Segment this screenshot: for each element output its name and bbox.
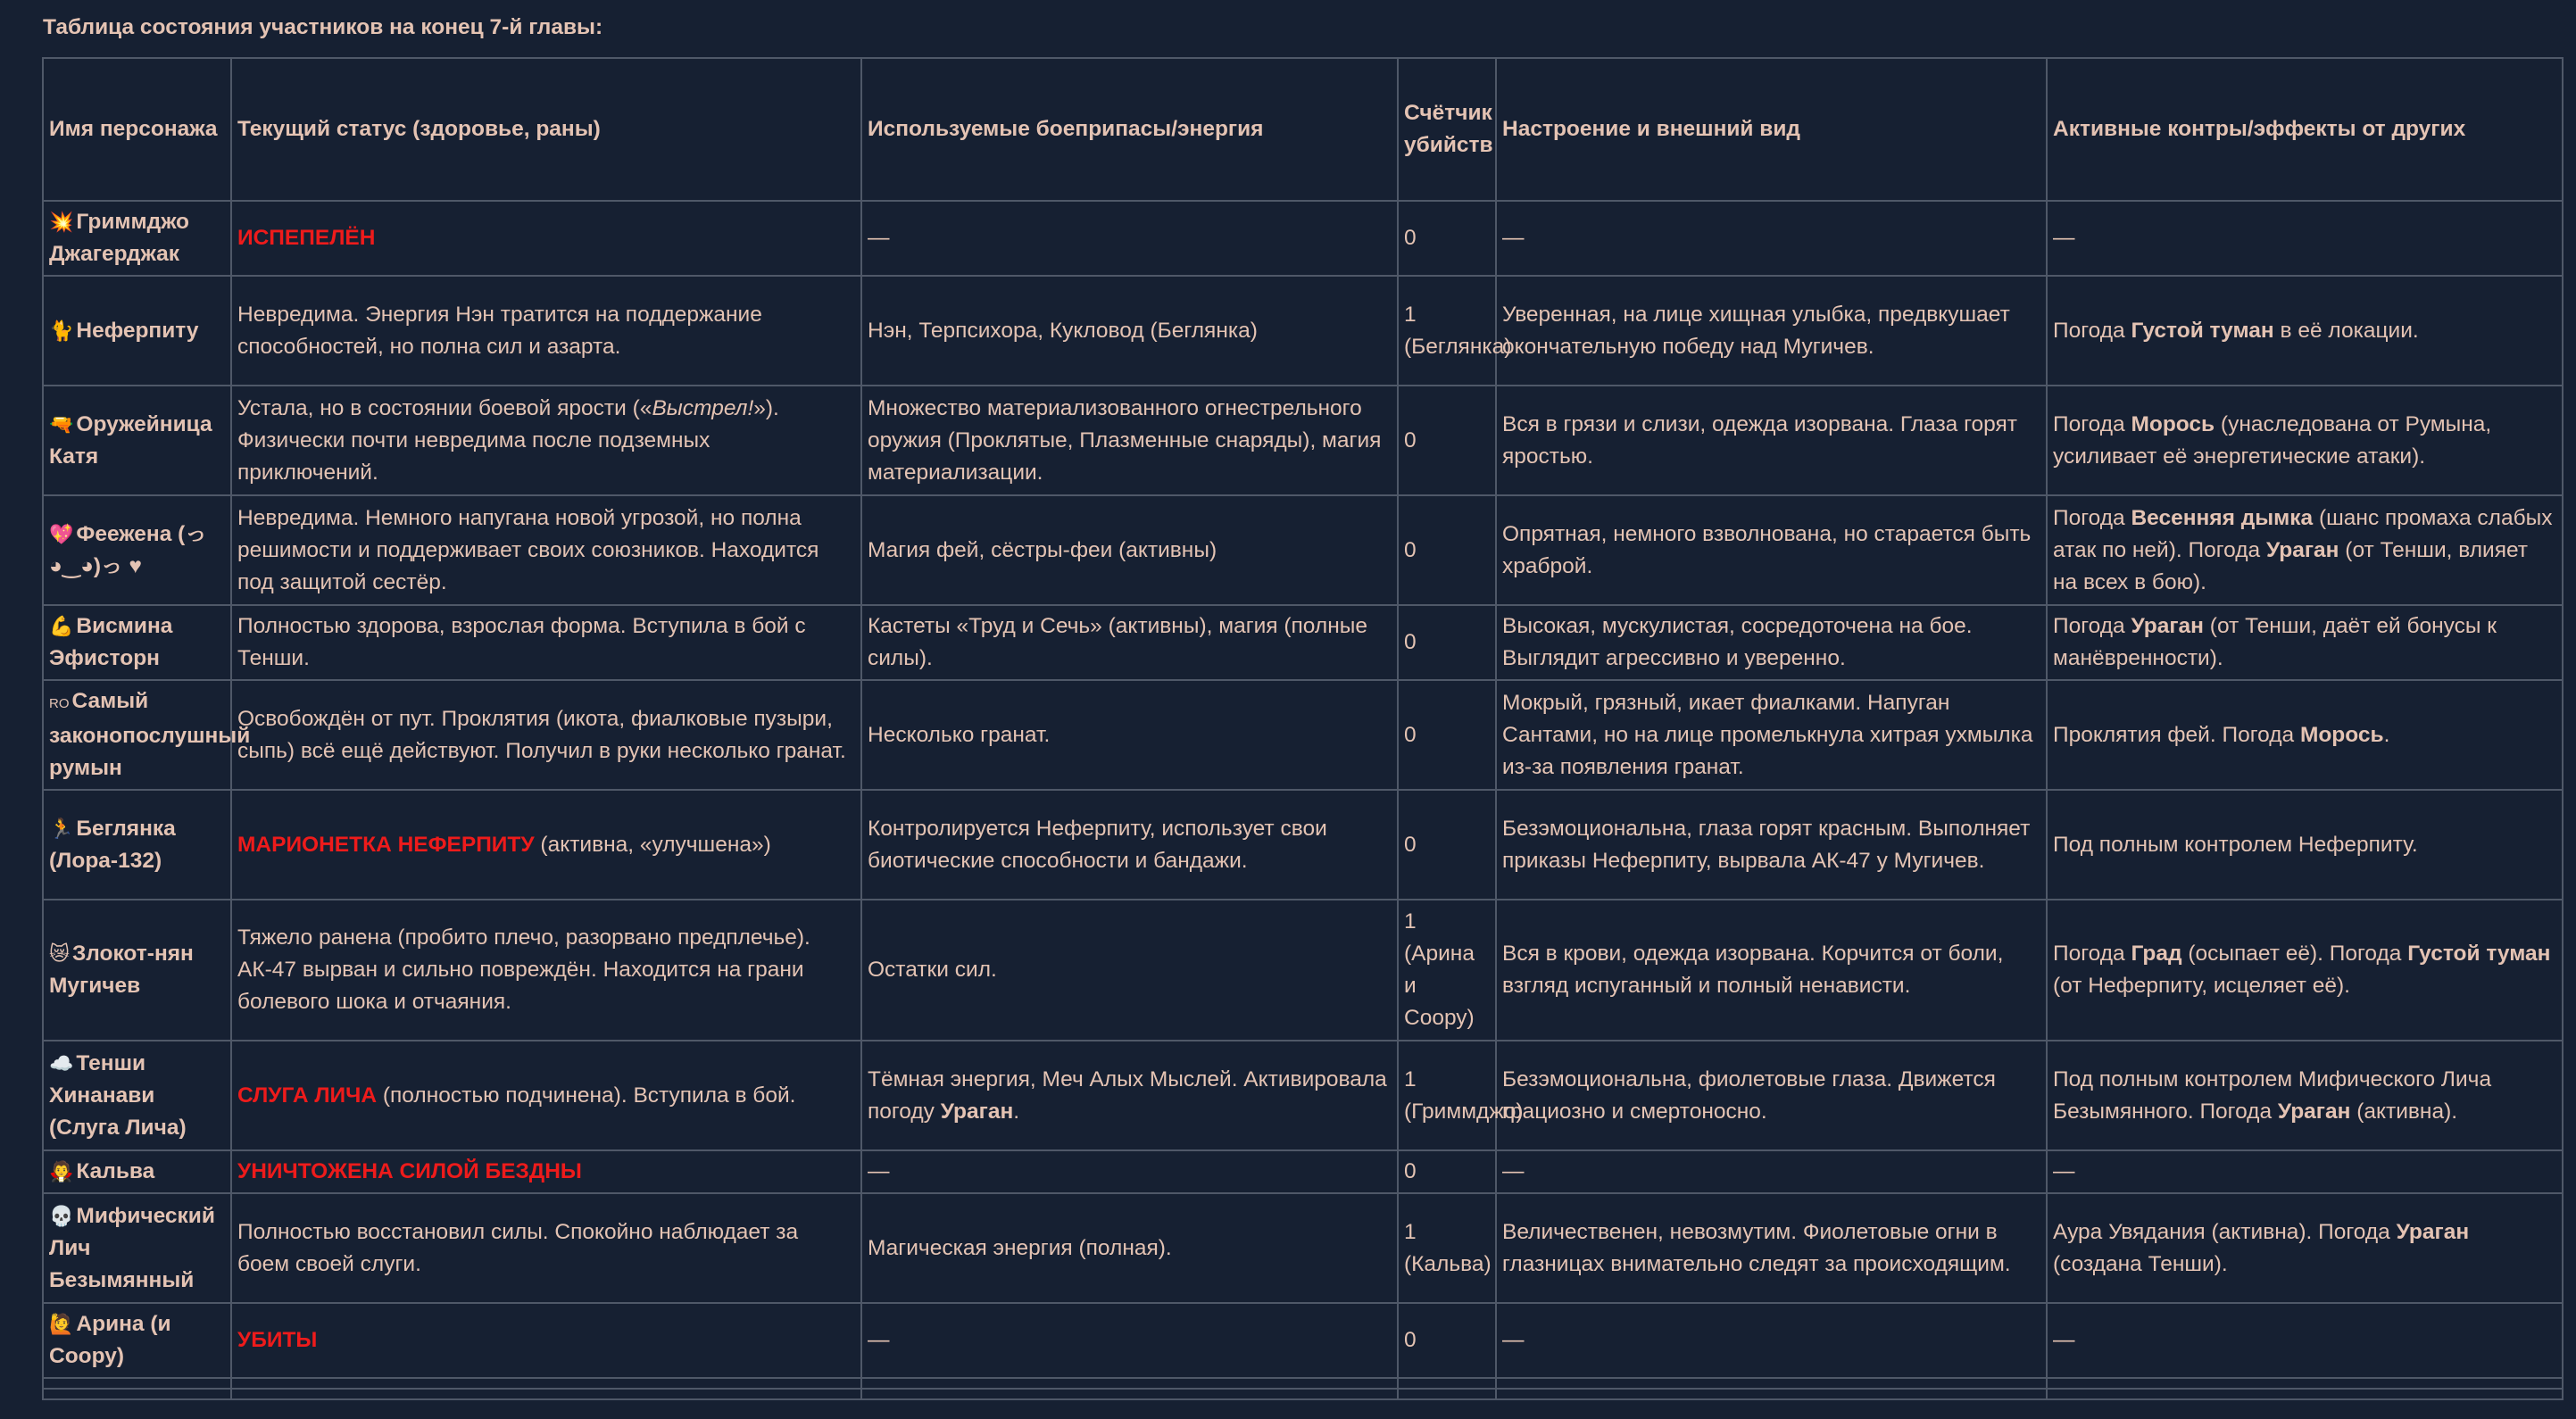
ammo-cell: Тёмная энергия, Меч Алых Мыслей. Активировала погоду Ураган. — [861, 1041, 1398, 1150]
ammo-cell: Магия фей, сёстры-феи (активны) — [861, 495, 1398, 605]
character-name-cell — [43, 1193, 231, 1303]
kills-cell: 0 — [1398, 1150, 1496, 1193]
kills-cell: 0 — [1398, 201, 1496, 276]
status-cell: СЛУГА ЛИЧА (полностью подчинена). Вступила в бой. — [231, 1041, 861, 1150]
table-row — [43, 276, 2563, 386]
character-name: Арина (и Соору) — [49, 1312, 171, 1368]
status-cell: Освобождён от пут. Проклятия (икота, фиалковые пузыри, сыпь) всё ещё действуют. Получил в руки несколько гранат. — [231, 680, 861, 790]
status-cell: Тяжело ранена (пробито плечо, разорвано предплечье). АК-47 вырван и сильно повреждён. Находится на грани болевого шока и отчаяния. — [231, 900, 861, 1041]
status-cell: Устала, но в состоянии боевой ярости («Выстрел!»). Физически почти невредима после подземных приключений. — [231, 386, 861, 495]
table-row-empty — [43, 1389, 2563, 1399]
table-row — [43, 201, 2563, 276]
character-name: Висмина Эфисторн — [49, 614, 173, 670]
table-row — [43, 605, 2563, 680]
table-row — [43, 495, 2563, 605]
status-cell: Полностью восстановил силы. Спокойно наблюдает за боем своей слуги. — [231, 1193, 861, 1303]
mood-cell: Вся в грязи и слизи, одежда изорвана. Глаза горят яростью. — [1496, 386, 2047, 495]
table-row — [43, 1041, 2563, 1150]
kills-cell: 0 — [1398, 1303, 1496, 1378]
status-badge: МАРИОНЕТКА НЕФЕРПИТУ — [237, 832, 535, 857]
ammo-cell: Контролируется Неферпиту, использует свои биотические способности и бандажи. — [861, 790, 1398, 900]
gun-icon: 🔫 — [49, 412, 74, 436]
effects-cell: Погода Весенняя дымка (шанс промаха слабых атак по ней). Погода Ураган (от Тенши, влияет на всех в бою). — [2047, 495, 2563, 605]
mood-cell: Высокая, мускулистая, сосредоточена на бое. Выглядит агрессивно и уверенно. — [1496, 605, 2047, 680]
character-name: Неферпиту — [76, 318, 199, 343]
kills-cell: 0 — [1398, 495, 1496, 605]
mood-cell: Мокрый, грязный, икает фиалками. Напуган Сантами, но на лице промелькнула хитрая ухмылка из-за появления гранат. — [1496, 680, 2047, 790]
mood-cell: Уверенная, на лице хищная улыбка, предвкушает окончательную победу над Мугичев. — [1496, 276, 2047, 386]
character-name: Самый законопослушный румын — [49, 689, 251, 780]
heart-icon: 💖 — [49, 522, 74, 545]
character-name: Беглянка (Лора-132) — [49, 816, 176, 873]
header-status: Текущий статус (здоровье, раны) — [231, 58, 861, 201]
status-cell — [231, 1150, 861, 1193]
romania-flag-icon: RO — [49, 696, 70, 711]
mood-cell: — — [1496, 1303, 2047, 1378]
kills-cell: 1 (Арина и Соору) — [1398, 900, 1496, 1041]
character-name: Злокот-нян Мугичев — [49, 942, 194, 998]
effects-cell: Проклятия фей. Погода Морось. — [2047, 680, 2563, 790]
table-row-empty — [43, 1378, 2563, 1389]
table-row — [43, 900, 2563, 1041]
ammo-cell: — — [861, 1303, 1398, 1378]
kills-cell: 0 — [1398, 790, 1496, 900]
character-name-cell — [43, 276, 231, 386]
kills-cell: 1 (Гриммджо) — [1398, 1041, 1496, 1150]
effects-cell: Под полным контролем Мифического Лича Безымянного. Погода Ураган (активна). — [2047, 1041, 2563, 1150]
status-cell: Невредима. Немного напугана новой угрозой, но полна решимости и поддерживает своих союзников. Находится под защитой сестёр. — [231, 495, 861, 605]
table-row — [43, 1303, 2563, 1378]
ammo-cell: Магическая энергия (полная). — [861, 1193, 1398, 1303]
header-name: Имя персонажа — [43, 58, 231, 201]
effects-cell: Погода Град (осыпает её). Погода Густой туман (от Неферпиту, исцеляет её). — [2047, 900, 2563, 1041]
character-name-cell — [43, 386, 231, 495]
effects-cell: Погода Морось (унаследована от Румына, усиливает её энергетические атаки). — [2047, 386, 2563, 495]
table-row — [43, 680, 2563, 790]
mood-cell: — — [1496, 1150, 2047, 1193]
status-cell — [231, 1303, 861, 1378]
table-header-row — [43, 58, 2563, 201]
table-row — [43, 386, 2563, 495]
ammo-cell: Множество материализованного огнестрельного оружия (Проклятые, Плазменные снаряды), магия материализации. — [861, 386, 1398, 495]
status-badge: СЛУГА ЛИЧА — [237, 1083, 378, 1108]
character-name-cell — [43, 680, 251, 790]
character-name: Феежена (っ◕‿◕)っ ♥ — [49, 521, 207, 578]
kills-cell: 0 — [1398, 386, 1496, 495]
ammo-cell: Остатки сил. — [861, 900, 1398, 1041]
participants-status-table — [42, 57, 2564, 1400]
character-name: Гриммджо Джагерджак — [49, 210, 189, 266]
effects-cell: Под полным контролем Неферпиту. — [2047, 790, 2563, 900]
character-name-cell — [43, 1303, 231, 1378]
mood-cell: Безэмоциональна, фиолетовые глаза. Движется грациозно и смертоносно. — [1496, 1041, 2047, 1150]
mood-cell: Опрятная, немного взволнована, но старается быть храброй. — [1496, 495, 2047, 605]
header-mood: Настроение и внешний вид — [1496, 58, 2047, 201]
effects-cell: — — [2047, 1150, 2563, 1193]
ammo-cell: — — [861, 1150, 1398, 1193]
status-badge: УБИТЫ — [237, 1328, 318, 1352]
kills-cell: 0 — [1398, 680, 1496, 790]
character-name: Кальва — [76, 1159, 155, 1183]
table-caption: Таблица состояния участников на конец 7-й главы: — [43, 15, 603, 39]
header-ammo: Используемые боеприпасы/энергия — [861, 58, 1398, 201]
character-name: Оружейница Катя — [49, 411, 212, 469]
ammo-cell: Нэн, Терпсихора, Кукловод (Беглянка) — [861, 276, 1398, 386]
character-name: Мифический Лич Безымянный — [49, 1203, 215, 1292]
header-effects: Активные контры/эффекты от других — [2047, 58, 2563, 201]
status-cell: МАРИОНЕТКА НЕФЕРПИТУ (активна, «улучшена») — [231, 790, 861, 900]
skull-icon: 💀 — [49, 1204, 74, 1227]
character-name-cell — [43, 1150, 231, 1193]
character-name-cell — [43, 1041, 231, 1150]
effects-cell: Погода Густой туман в её локации. — [2047, 276, 2563, 386]
muscle-icon: 💪 — [49, 615, 74, 637]
mood-cell: Безэмоциональна, глаза горят красным. Выполняет приказы Неферпиту, вырвала АК-47 у Мугичев. — [1496, 790, 2047, 900]
cloud-icon: ☁️ — [49, 1051, 74, 1075]
status-cell: Невредима. Энергия Нэн тратится на поддержание способностей, но полна сил и азарта. — [231, 276, 861, 386]
mood-cell: — — [1496, 201, 2047, 276]
status-badge: ИСПЕПЕЛЁН — [237, 226, 376, 250]
status-cell: Полностью здорова, взрослая форма. Вступила в бой с Тенши. — [231, 605, 861, 680]
character-name-cell — [43, 790, 231, 900]
ammo-cell: — — [861, 201, 1398, 276]
character-name-cell — [43, 900, 231, 1041]
effects-cell: Погода Ураган (от Тенши, даёт ей бонусы к манёвренности). — [2047, 605, 2563, 680]
ammo-cell: Кастеты «Труд и Сечь» (активны), магия (полные силы). — [861, 605, 1398, 680]
effects-cell: Аура Увядания (активна). Погода Ураган (создана Тенши). — [2047, 1193, 2563, 1303]
runner-icon: 🏃 — [49, 817, 74, 840]
table-row — [43, 1193, 2563, 1303]
mood-cell: Вся в крови, одежда изорвана. Корчится от боли, взгляд испуганный и полный ненависти. — [1496, 900, 2047, 1041]
table-row — [43, 1150, 2563, 1193]
explosion-icon: 💥 — [49, 211, 74, 233]
header-kills: Счётчик убийств — [1398, 58, 1496, 201]
kills-cell: 1 (Кальва) — [1398, 1193, 1496, 1303]
table-row — [43, 790, 2563, 900]
character-name-cell — [43, 201, 231, 276]
effects-cell: — — [2047, 201, 2563, 276]
status-badge: УНИЧТОЖЕНА СИЛОЙ БЕЗДНЫ — [237, 1159, 582, 1183]
person-icon: 🙋 — [49, 1313, 74, 1335]
kills-cell: 0 — [1398, 605, 1496, 680]
character-name-cell — [43, 605, 231, 680]
cat-icon: 🐈 — [49, 319, 74, 342]
mood-cell: Величественен, невозмутим. Фиолетовые огни в глазницах внимательно следят за происходящим. — [1496, 1193, 2047, 1303]
character-name-cell — [43, 495, 231, 605]
kills-cell: 1 (Беглянка) — [1398, 276, 1496, 386]
character-name: Тенши Хинанави (Слуга Лича) — [49, 1050, 187, 1140]
vampire-icon: 🧛 — [49, 1160, 74, 1182]
crying-cat-icon: 😿 — [49, 942, 70, 965]
effects-cell: — — [2047, 1303, 2563, 1378]
ammo-cell: Несколько гранат. — [861, 680, 1398, 790]
status-cell — [231, 201, 861, 276]
